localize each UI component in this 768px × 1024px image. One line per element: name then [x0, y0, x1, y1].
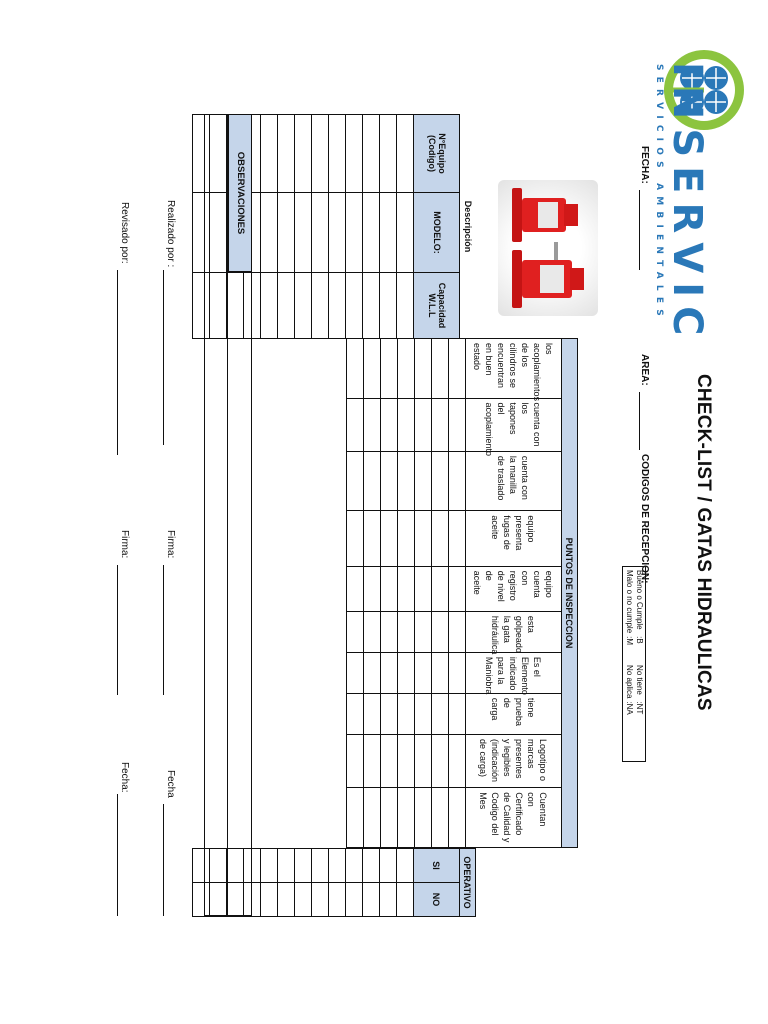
- equipment-row: [380, 115, 397, 339]
- inspection-cell[interactable]: [415, 611, 432, 652]
- inspection-cell[interactable]: [364, 511, 381, 566]
- fecha1-label: Fecha: [165, 770, 176, 798]
- inspection-cell[interactable]: [364, 693, 381, 734]
- inspection-cell[interactable]: [398, 339, 415, 399]
- revisado-label: Revisado por:: [119, 202, 130, 264]
- inspection-item: cuenta con los tapones del acoplamiento: [466, 398, 562, 451]
- equipment-row-cell[interactable]: [329, 273, 346, 339]
- inspection-cell[interactable]: [432, 566, 449, 611]
- inspection-cell[interactable]: [415, 734, 432, 787]
- inspection-cell[interactable]: [415, 693, 432, 734]
- code-text: Bueno o Cumple: [635, 570, 644, 630]
- operativo-row-cell[interactable]: [312, 849, 329, 883]
- inspection-row: [381, 339, 398, 848]
- equipment-row-cell[interactable]: [329, 115, 346, 193]
- operativo-row: [261, 849, 278, 917]
- inspection-row: [364, 339, 381, 848]
- inspection-cell[interactable]: [398, 566, 415, 611]
- operativo-row: [295, 849, 312, 917]
- inspection-cell[interactable]: [381, 339, 398, 399]
- inspection-cell[interactable]: [347, 693, 364, 734]
- inspection-cell[interactable]: [449, 566, 466, 611]
- inspection-cell[interactable]: [415, 511, 432, 566]
- inspection-item: Logotipo o marcas presentes y legibles (indicación de carga): [466, 734, 562, 787]
- fecha2-field[interactable]: [117, 794, 118, 916]
- operativo-row-cell[interactable]: [329, 883, 346, 917]
- equipment-row: [312, 115, 329, 339]
- logo-tagline: SERVICIOS AMBIENTALES: [654, 64, 664, 322]
- observaciones-header: OBSERVACIONES: [228, 114, 252, 272]
- inspection-cell[interactable]: [381, 566, 398, 611]
- inspection-cell[interactable]: [381, 652, 398, 693]
- inspection-cell[interactable]: [415, 451, 432, 511]
- inspection-item: Cuentan con Certificado de Calidad y Codigo del Mes: [466, 788, 562, 848]
- inspection-cell[interactable]: [347, 566, 364, 611]
- inspection-cell[interactable]: [347, 451, 364, 511]
- inspection-cell[interactable]: [449, 693, 466, 734]
- observaciones-outline: [204, 114, 252, 916]
- inspection-row: [347, 339, 364, 848]
- equipment-row-cell[interactable]: [380, 193, 397, 273]
- inspection-cell[interactable]: [398, 398, 415, 451]
- equipment-row-cell[interactable]: [397, 193, 414, 273]
- inspection-cell[interactable]: [432, 734, 449, 787]
- operativo-row-cell[interactable]: [380, 883, 397, 917]
- inspection-cell[interactable]: [398, 693, 415, 734]
- equipment-row-cell[interactable]: [397, 115, 414, 193]
- inspection-cell[interactable]: [347, 652, 364, 693]
- inspection-cell[interactable]: [415, 398, 432, 451]
- col-equipo-header: N°Equipo (Codigo): [414, 115, 460, 193]
- inspection-cell[interactable]: [364, 451, 381, 511]
- equipment-row-cell[interactable]: [278, 193, 295, 273]
- firma1-label: Firma:: [165, 530, 176, 559]
- operativo-row-cell[interactable]: [363, 849, 380, 883]
- inspection-cell[interactable]: [347, 788, 364, 848]
- equipment-row: [363, 115, 380, 339]
- inspection-cell[interactable]: [415, 566, 432, 611]
- operativo-row-cell[interactable]: [397, 883, 414, 917]
- firma1-field[interactable]: [163, 565, 164, 695]
- inspection-cell[interactable]: [449, 734, 466, 787]
- inspection-cell[interactable]: [398, 451, 415, 511]
- inspection-row: [398, 339, 415, 848]
- inspection-cell[interactable]: [398, 734, 415, 787]
- equipment-row-cell[interactable]: [261, 115, 278, 193]
- inspection-cell[interactable]: [398, 511, 415, 566]
- operativo-row: [346, 849, 363, 917]
- equipment-row-cell[interactable]: [312, 193, 329, 273]
- operativo-row: [312, 849, 329, 917]
- code-text: Malo o no cumple: [625, 570, 634, 634]
- si-header: SI: [414, 849, 460, 883]
- inspection-cell[interactable]: [381, 611, 398, 652]
- descripcion-header: Descripción: [460, 115, 476, 339]
- reception-codes-legend: [622, 566, 646, 762]
- inspection-cell[interactable]: [364, 339, 381, 399]
- inspection-cell[interactable]: [449, 451, 466, 511]
- inspection-cell[interactable]: [415, 788, 432, 848]
- inspection-item: los acoplamientos de los cilindros se encuentran en buen estado: [466, 339, 562, 399]
- page-title: CHECK-LIST / GATAS HIDRAULICAS: [693, 374, 714, 711]
- operativo-row-cell[interactable]: [312, 883, 329, 917]
- inservic-logo: [636, 48, 746, 358]
- equipment-row-cell[interactable]: [346, 115, 363, 193]
- operativo-row: [278, 849, 295, 917]
- operativo-row-cell[interactable]: [261, 849, 278, 883]
- realizado-label: Realizado por :: [165, 200, 176, 268]
- code-value: :B: [635, 636, 644, 644]
- inspection-row: [449, 339, 466, 848]
- code-text: No aplica: [625, 665, 634, 699]
- operativo-row-cell[interactable]: [278, 883, 295, 917]
- equipment-row-cell[interactable]: [261, 193, 278, 273]
- fecha-field[interactable]: [639, 190, 640, 270]
- operativo-row-cell[interactable]: [346, 883, 363, 917]
- inspection-cell[interactable]: [381, 788, 398, 848]
- operativo-row-cell[interactable]: [380, 849, 397, 883]
- operativo-row: [397, 849, 414, 917]
- inspection-table: [346, 338, 578, 848]
- no-header: NO: [414, 883, 460, 917]
- inspection-cell[interactable]: [449, 398, 466, 451]
- code-value: :M: [625, 636, 634, 646]
- inspection-cell[interactable]: [381, 511, 398, 566]
- hydraulic-jack-photo: [498, 180, 598, 316]
- inspection-cell[interactable]: [364, 652, 381, 693]
- firma2-label: Firma:: [119, 530, 130, 559]
- inspection-cell[interactable]: [398, 652, 415, 693]
- inspection-cell[interactable]: [432, 652, 449, 693]
- inspection-cell[interactable]: [432, 451, 449, 511]
- operativo-row-cell[interactable]: [295, 883, 312, 917]
- equipment-row-cell[interactable]: [380, 273, 397, 339]
- inspection-cell[interactable]: [432, 693, 449, 734]
- operativo-row: [363, 849, 380, 917]
- inspection-cell[interactable]: [364, 566, 381, 611]
- area-label: AREA:: [639, 354, 650, 386]
- inspection-cell[interactable]: [432, 339, 449, 399]
- puntos-header: PUNTOS DE INSPECCION: [562, 339, 578, 848]
- inspection-cell[interactable]: [449, 511, 466, 566]
- inspection-row: [415, 339, 432, 848]
- equipment-row-cell[interactable]: [278, 115, 295, 193]
- equipment-row-cell[interactable]: [397, 273, 414, 339]
- inspection-cell[interactable]: [432, 788, 449, 848]
- equipment-row-cell[interactable]: [312, 273, 329, 339]
- equipment-row-cell[interactable]: [346, 193, 363, 273]
- inspection-item: equipo presenta fugas de aceite: [466, 511, 562, 566]
- inspection-cell[interactable]: [432, 398, 449, 451]
- inspection-cell[interactable]: [449, 339, 466, 399]
- col-modelo-header: MODELO:: [414, 193, 460, 273]
- equipment-row: [278, 115, 295, 339]
- inspection-cell[interactable]: [364, 398, 381, 451]
- operativo-row: [380, 849, 397, 917]
- operativo-row-cell[interactable]: [363, 883, 380, 917]
- equipment-row-cell[interactable]: [295, 193, 312, 273]
- inspection-cell[interactable]: [347, 611, 364, 652]
- inspection-cell[interactable]: [364, 788, 381, 848]
- inspection-item: tiene prueba de carga: [466, 693, 562, 734]
- col-capacidad-header: Capacidad W.L.L: [414, 273, 460, 339]
- equipment-row-cell[interactable]: [261, 273, 278, 339]
- code-value: :NT: [635, 701, 644, 715]
- realizado-field[interactable]: [163, 270, 164, 445]
- operativo-row-cell[interactable]: [346, 849, 363, 883]
- code-value: :NA: [625, 701, 634, 715]
- operativo-row-cell[interactable]: [397, 849, 414, 883]
- inspection-cell[interactable]: [364, 734, 381, 787]
- inspection-item: equipo cuenta con registro de nivel de aceite: [466, 566, 562, 611]
- operativo-row-cell[interactable]: [278, 849, 295, 883]
- fecha-label: FECHA:: [639, 146, 650, 184]
- area-field[interactable]: [639, 392, 640, 450]
- hydraulic-jack-icon: [498, 180, 598, 316]
- equipment-row-cell[interactable]: [380, 115, 397, 193]
- inspection-cell[interactable]: [347, 398, 364, 451]
- equipment-row-cell[interactable]: [363, 115, 380, 193]
- inspection-item: cuenta con la manilla de traslado: [466, 451, 562, 511]
- equipment-row-cell[interactable]: [329, 193, 346, 273]
- inspection-cell[interactable]: [432, 611, 449, 652]
- fecha1-field[interactable]: [163, 804, 164, 916]
- codigos-label: CODIGOS DE RECEPCION:: [639, 454, 650, 584]
- equipment-row-cell[interactable]: [312, 115, 329, 193]
- equipment-row: [346, 115, 363, 339]
- equipment-row-cell[interactable]: [295, 115, 312, 193]
- operativo-row: [329, 849, 346, 917]
- equipment-row-cell[interactable]: [363, 193, 380, 273]
- operativo-header: OPERATIVO: [460, 849, 476, 917]
- operativo-row-cell[interactable]: [329, 849, 346, 883]
- operativo-row-cell[interactable]: [261, 883, 278, 917]
- inspection-cell[interactable]: [381, 398, 398, 451]
- inspection-cell[interactable]: [398, 611, 415, 652]
- inspection-item: Es el Elemento indicado para la Maniobra: [466, 652, 562, 693]
- inspection-cell[interactable]: [449, 611, 466, 652]
- inspection-row: [432, 339, 449, 848]
- equipment-row-cell[interactable]: [278, 273, 295, 339]
- fecha2-label: Fecha:: [119, 762, 130, 793]
- revisado-field[interactable]: [117, 270, 118, 455]
- inspection-cell[interactable]: [381, 734, 398, 787]
- inspection-cell[interactable]: [415, 339, 432, 399]
- inspection-cell[interactable]: [381, 693, 398, 734]
- equipment-row-cell[interactable]: [363, 273, 380, 339]
- inspection-cell[interactable]: [432, 511, 449, 566]
- code-text: No tiene: [635, 665, 644, 695]
- inspection-cell[interactable]: [449, 652, 466, 693]
- inspection-cell[interactable]: [381, 451, 398, 511]
- operativo-row-cell[interactable]: [295, 849, 312, 883]
- equipment-row: [261, 115, 278, 339]
- logo-word: INSERVIC: [664, 62, 710, 345]
- inspection-cell[interactable]: [347, 734, 364, 787]
- equipment-row-cell[interactable]: [295, 273, 312, 339]
- inspection-cell[interactable]: [347, 511, 364, 566]
- inspection-cell[interactable]: [449, 788, 466, 848]
- inspection-cell[interactable]: [398, 788, 415, 848]
- inspection-cell[interactable]: [364, 611, 381, 652]
- equipment-row: [295, 115, 312, 339]
- inspection-item: esta golpeado la gata hidráulica: [466, 611, 562, 652]
- equipment-row: [329, 115, 346, 339]
- inspection-cell[interactable]: [415, 652, 432, 693]
- inspection-cell[interactable]: [347, 339, 364, 399]
- equipment-row-cell[interactable]: [346, 273, 363, 339]
- firma2-field[interactable]: [117, 565, 118, 695]
- equipment-row: [397, 115, 414, 339]
